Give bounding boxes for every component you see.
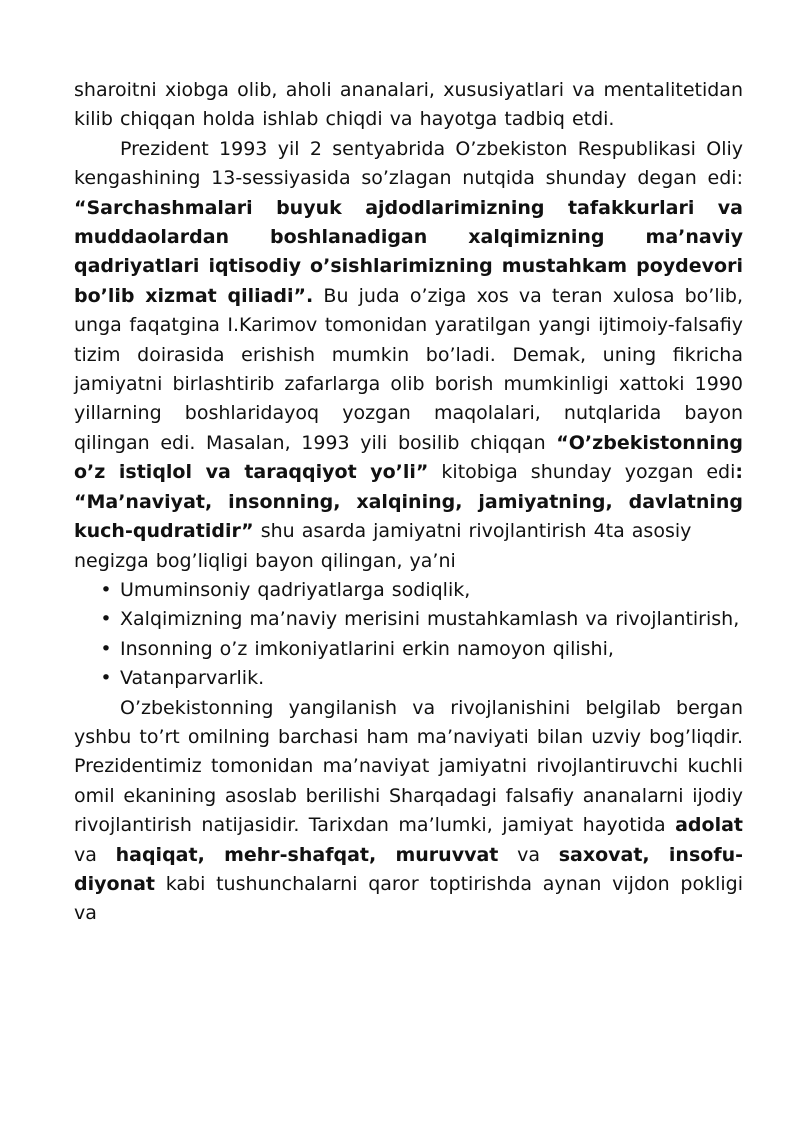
paragraph-intro: sharoitni xiobga olib, aholi ananalari, xususiyatlari va mentalitetidan kilib chiqqan holda ishlab chiqdi va hayotga tadbiq etdi. [74, 79, 743, 131]
book-quote-text: : “Ma’naviyat, insonning, xalqining, jamiyatning, davlatning kuch-qudratidir” [74, 461, 743, 543]
list-item [100, 635, 743, 664]
bold-term-justice: adolat [675, 814, 743, 837]
bullet-icon: • [100, 608, 112, 631]
paragraph-president-quote [74, 135, 743, 547]
conjunction-text: va [498, 843, 559, 866]
four-bases-intro-text: shu asarda jamiyatni rivojlantirish 4ta asosiy [253, 520, 692, 543]
bullet-icon: • [100, 578, 112, 601]
quote-commentary-text: Bu juda o’ziga xos va teran xulosa bo’lib, unga faqatgina I.Karimov tomonidan yaratilgan yangi ijtimoiy-falsafiy tizim doirasida erishish mumkin bo’ladi. Demak, uning fikricha jamiyatni birlashtirib zafarlarga olib borish mumkinligi xattoki 1990 yillarning boshlaridayoq yozgan maqolalari, nutqlarida bayon qilingan edi. Masalan, 1993 yili bosilib chiqqan [74, 284, 743, 454]
list-item [100, 576, 743, 605]
bullet-icon: • [100, 667, 112, 690]
bold-term-truth-mercy: haqiqat, mehr-shafqat, muruvvat [115, 843, 499, 866]
quote-intro-text: Prezident 1993 yil 2 sentyabrida O’zbekiston Respublikasi Oliy kengashining 13-sessiyasida so’zlagan nutqida shunday degan edi: [74, 137, 743, 190]
paragraph-list-lead: negizga bog’liqligi bayon qilingan, ya’ni [74, 549, 456, 572]
book-title-text: “O’zbekistonning o’z istiqlol va taraqqiyot yo’li” [74, 431, 743, 484]
conjunction-text: va [74, 843, 116, 866]
list-item [100, 605, 743, 634]
list-item-text: Umuminsoniy qadriyatlarga sodiqlik, [120, 578, 471, 601]
bullet-list [74, 576, 743, 694]
conclusion-text: O’zbekistonning yangilanish va rivojlanishini belgilab bergan yshbu to’rt omilning barchasi ham ma’naviyati bilan uzviy bog’liqdir. Prezidentimiz tomonidan ma’naviyat jamiyatni rivojlantiruvchi kuchli omil ekanining asoslab berilishi Sharqadagi falsafiy ananalarni ijodiy rivojlantirish natijasidir. Tarixdan ma’lumki, jamiyat hayotida [74, 696, 743, 837]
conclusion-tail-text: kabi tushunchalarni qaror toptirishda aynan vijdon pokligi va [74, 872, 743, 925]
bullet-icon: • [100, 637, 112, 660]
list-item-text: Vatanparvarlik. [120, 667, 265, 690]
quote-bold-text: “Sarchashmalari buyuk ajdodlarimizning tafakkurlari va muddaolardan boshlanadigan xalqimizning ma’naviy qadriyatlari iqtisodiy o’sishlarimizning mustahkam poydevori bo’lib xizmat qiliadi”. [74, 196, 743, 307]
list-item [100, 664, 743, 693]
paragraph-conclusion [74, 694, 743, 929]
bold-term-generosity: saxovat, insofu-diyonat [74, 843, 743, 895]
list-item-text: Insonning o’z imkoniyatlarini erkin namoyon qilishi, [120, 637, 614, 660]
document-page [74, 76, 743, 929]
list-item-text: Xalqimizning ma’naviy merisini mustahkamlash va rivojlantirish, [120, 608, 740, 631]
book-intro-text: kitobiga shunday yozgan edi [428, 461, 736, 484]
